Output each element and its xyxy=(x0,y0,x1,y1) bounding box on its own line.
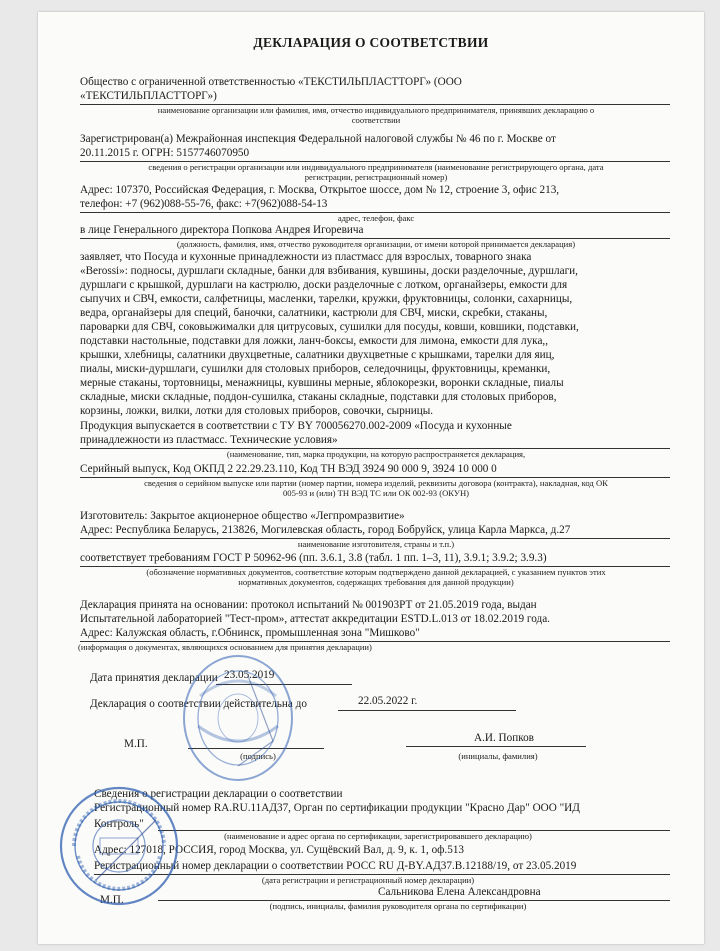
accepted-date-label: Дата принятия декларации xyxy=(90,672,218,684)
statement-line: ведра, органайзеры для специй, баночки, салатники, кастрюли для СВЧ, миски, скребки, стаканы, xyxy=(80,307,548,319)
applicant-caption-1: наименование организации или фамилия, имя, отчество индивидуального предпринимателя, принявших декларацию о xyxy=(157,105,595,115)
registration-caption-1: сведения о регистрации организации или индивидуального предпринимателя (наименование регистрирующего органа, дата xyxy=(148,162,604,172)
declaration-sheet xyxy=(38,12,704,944)
statement-line: мерные стаканы, тортовницы, менажницы, кувшины мерные, яблокорезки, воронки складные, пиалы xyxy=(80,377,564,389)
signatory-name: А.И. Попков xyxy=(474,732,534,744)
reg-info-line-2: Контроль" xyxy=(94,818,144,830)
address-caption: адрес, телефон, факс xyxy=(337,213,415,223)
registration-line-1: Зарегистрирован(а) Межрайонная инспекция Федеральной налоговой службы № 46 по г. Москве от xyxy=(80,133,556,145)
basis-line-3: Адрес: Калужская область, г.Обнинск, промышленная зона "Мишково" xyxy=(80,627,420,639)
manufacturer-line-2: Адрес: Республика Беларусь, 213826, Могилевская область, город Бобруйск, улица Карла Маркса, д.27 xyxy=(80,524,571,536)
serial-line: Серийный выпуск, Код ОКПД 2 22.29.23.110, Код ТН ВЭД 3924 90 000 9, 3924 10 000 0 xyxy=(80,463,497,475)
statement-line: корзины, ложки, вилки, лотки для столовых приборов, совочки, сырницы. xyxy=(80,405,434,417)
representative-caption: (должность, фамилия, имя, отчество руководителя организации, от имени которой принимается декларация) xyxy=(176,239,576,249)
accepted-date-value: 23.05.2019 xyxy=(224,669,275,681)
reg-info-address: Адрес: 127018, РОССИЯ, город Москва, ул. Сущёвский Вал, д. 9, к. 1, оф.513 xyxy=(94,844,465,856)
compliance-line: соответствует требованиям ГОСТ Р 50962-96 (пп. 3.6.1, 3.8 (табл. 1 пп. 1–3, 11), 3.9.1; 3.9.2; 3.9.3) xyxy=(80,552,547,564)
statement-line: пиалы, миски-дуршлаги, сушилки для столовых приборов, селедочницы, фруктовницы, креманки, xyxy=(80,363,551,375)
valid-until-value: 22.05.2022 г. xyxy=(358,695,418,707)
compliance-caption-1: (обозначение нормативных документов, соответствие которым подтверждено данной декларацией, с указанием пунктов этих xyxy=(146,567,606,577)
document-title: ДЕКЛАРАЦИЯ О СООТВЕТСТВИИ xyxy=(253,35,489,50)
statement-line: дуршлаги с крышкой, дуршлаги на кастрюлю, доски разделочные с лотком, органайзеры, емкости для xyxy=(80,279,568,291)
production-line-1: Продукция выпускается в соответствии с ТУ BY 700056270.002-2009 «Посуда и кухонные xyxy=(80,420,512,432)
serial-caption-2: 005-93 и (или) ТН ВЭД ТС или ОК 002-93 (ОКУН) xyxy=(282,488,470,498)
accepted-date-underline xyxy=(216,684,352,685)
reg-info-number: Регистрационный номер декларации о соответствии РОСС RU Д-BY.АД37.В.12188/19, от 23.05.2019 xyxy=(94,860,577,872)
basis-caption: (информация о документах, являющихся основанием для принятия декларации) xyxy=(78,642,372,652)
registration-line-2: 20.11.2015 г. ОГРН: 5157746070950 xyxy=(80,147,250,159)
address-line-2: телефон: +7 (962)088-55-76, факс: +7(962)088-54-13 xyxy=(80,198,328,210)
signature-caption: (подпись) xyxy=(240,751,276,761)
production-line-2: принадлежности из пластмасс. Технические условия» xyxy=(80,434,338,446)
applicant-line-1: Общество с ограниченной ответственностью «ТЕКСТИЛЬПЛАСТТОРГ» (ООО xyxy=(80,76,462,88)
compliance-caption-2: нормативных документов, содержащих требования для данной продукции) xyxy=(238,577,514,587)
statement-line: заявляет, что Посуда и кухонные принадлежности из пластмасс для взрослых, товарного знака xyxy=(80,251,532,263)
reg-info-caption-2: (дата регистрации и регистрационный номер декларации) xyxy=(261,875,475,885)
representative-line: в лице Генерального директора Попкова Андрея Игоревича xyxy=(80,224,364,236)
registration-caption-2: регистрации, регистрационный номер) xyxy=(304,172,448,182)
valid-until-label: Декларация о соответствии действительна до xyxy=(90,698,307,710)
manufacturer-caption: наименование изготовителя, страны и т.п.) xyxy=(297,539,455,549)
statement-line: сыпучих и СВЧ, емкости, салфетницы, масленки, тарелки, кружки, фруктовницы, солонки, сахарницы, xyxy=(80,293,573,305)
statement-line: подставки настольные, подставки для ложки, ланч-боксы, емкости для лимона, емкости для лука,, xyxy=(80,335,549,347)
reg-info-caption-3: (подпись, инициалы, фамилия руководителя органа по сертификации) xyxy=(269,901,527,911)
statement-line: крышки, хлебницы, салатники двухцветные, салатники двухцветные с крышками, тарелки для яиц, xyxy=(80,349,555,361)
production-caption: (наименование, тип, марка продукции, на которую распространяется декларация, xyxy=(226,449,526,459)
applicant-caption-2: соответствии xyxy=(351,115,401,125)
serial-caption-1: сведения о серийном выпуске или партии (номер партии, номера изделий, реквизиты договора (контракта), накладная, код ОК xyxy=(144,478,608,488)
manufacturer-line-1: Изготовитель: Закрытое акционерное общество «Легпромразвитие» xyxy=(80,510,405,522)
valid-until-underline xyxy=(338,710,516,711)
stamp-place-label: М.П. xyxy=(124,738,148,750)
reg-stamp-place-label: М.П. xyxy=(100,894,124,906)
reg-info-heading: Сведения о регистрации декларации о соответствии xyxy=(94,788,343,800)
statement-line: складные, миски складные, поддон-сушилка, стаканы складные, подставки для столовых приборов, xyxy=(80,391,557,403)
basis-line-1: Декларация принята на основании: протокол испытаний № 001903РТ от 21.05.2019 года, выдан xyxy=(80,599,537,611)
signatory-underline xyxy=(406,746,586,747)
signature-underline xyxy=(188,748,324,749)
reg-info-line-1: Регистрационный номер RA.RU.11АД37, Орган по сертификации продукции "Красно Дар" ООО "ИД xyxy=(94,802,580,814)
company-stamp-icon xyxy=(178,646,296,786)
signatory-caption: (инициалы, фамилия) xyxy=(458,751,538,761)
statement-line: пароварки для СВЧ, соковыжималки для цитрусовых, сушилки для посуды, ковши, ковшики, подставки, xyxy=(80,321,579,333)
address-line-1: Адрес: 107370, Российская Федерация, г. Москва, Открытое шоссе, дом № 12, строение 3, офис 213, xyxy=(80,184,560,196)
applicant-line-2: «ТЕКСТИЛЬПЛАСТТОРГ») xyxy=(80,90,217,102)
statement-line: «Berossi»: подносы, дуршлаги складные, банки для взбивания, кувшины, доски разделочные, дуршлаги, xyxy=(80,265,578,277)
reg-signer-name: Сальникова Елена Александровна xyxy=(378,886,541,898)
reg-info-caption-1: (наименование и адрес органа по сертификации, зарегистрировавшего декларацию) xyxy=(224,831,532,841)
basis-line-2: Испытательной лабораторией "Тест-пром», аттестат аккредитации ESTD.L.013 от 18.02.2019 года. xyxy=(80,613,550,625)
